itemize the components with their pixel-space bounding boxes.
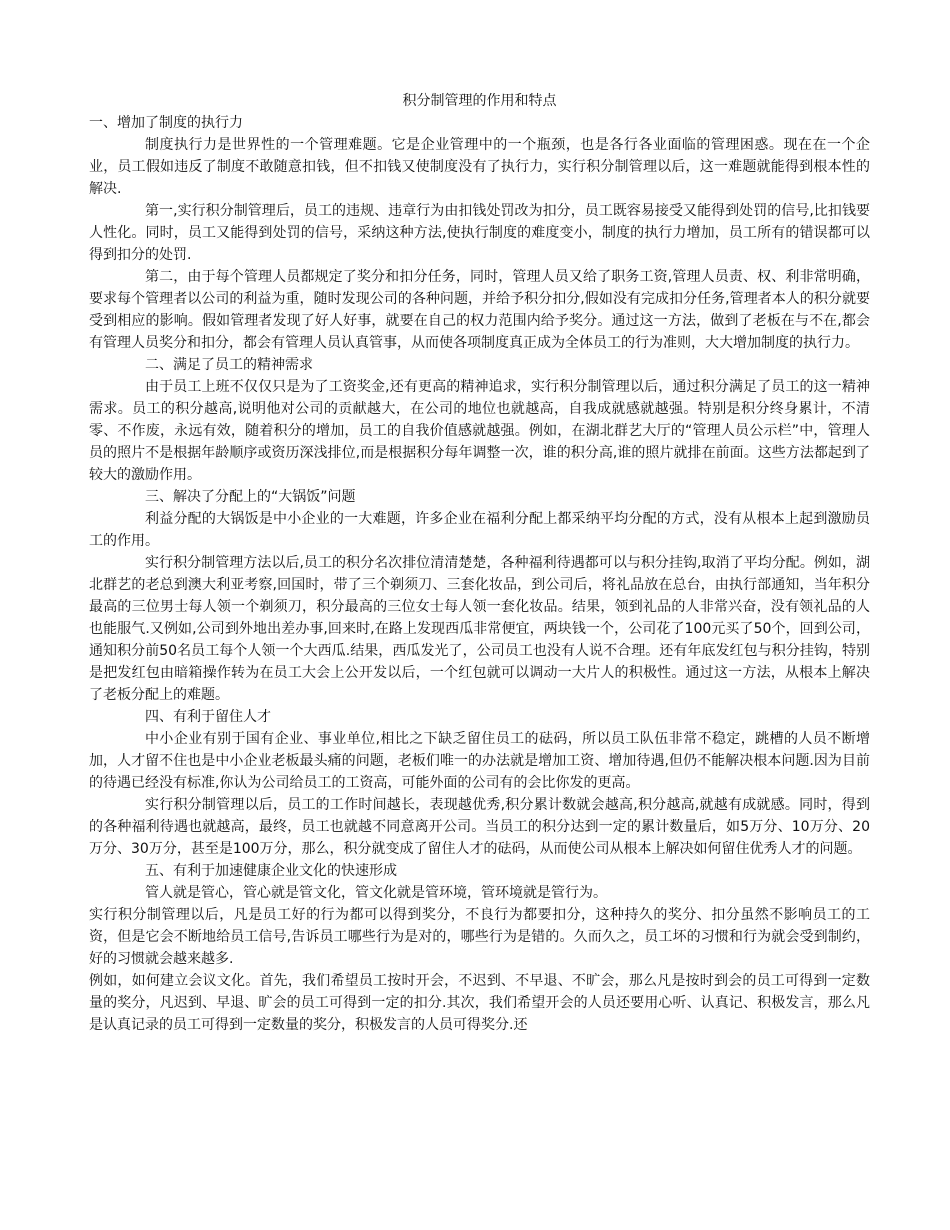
paragraph: 第二，由于每个管理人员都规定了奖分和扣分任务，同时，管理人员又给了职务工资,管理人员责、权、利非常明确，要求每个管理者以公司的利益为重，随时发现公司的各种问题，并给予积分扣分,假如没有完成扣分任务,管理者本人的积分就要受到相应的影响。假如管理者发现了好人好事，就要在自己的权力范围内给予奖分。通过这一方法，做到了老板在与不在,都会有管理人员奖分和扣分，都会有管理人员认真管事，从而使各项制度真正成为全体员工的行为准则，大大增加制度的执行力。	[89, 269, 870, 351]
paragraph: 管人就是管心，管心就是管文化，管文化就是管环境，管环境就是管行为。	[145, 885, 607, 901]
document-title: 积分制管理的作用和特点	[402, 93, 557, 109]
section-heading-4: 四、有利于留住人才	[145, 709, 271, 725]
paragraph: 制度执行力是世界性的一个管理难题。它是企业管理中的一个瓶颈，也是各行各业面临的管理困惑。现在在一个企业，员工假如违反了制度不敢随意扣钱，但不扣钱又使制度没有了执行力，实行积分制管理以后，这一难题就能得到根本性的解决.	[89, 137, 870, 197]
paragraph: 中小企业有别于国有企业、事业单位,相比之下缺乏留住员工的砝码，所以员工队伍非常不稳定，跳槽的人员不断增加，人才留不住也是中小企业老板最头痛的问题，老板们唯一的办法就是增加工资、增加待遇,但仍不能解决根本问题.因为目前的待遇已经没有标准,你认为公司给员工的工资高，可能外面的公司有的会比你发的更高。	[89, 731, 870, 791]
paragraph: 利益分配的大锅饭是中小企业的一大难题，许多企业在福利分配上都采纳平均分配的方式，没有从根本上起到激励员工的作用。	[89, 511, 870, 549]
paragraph: 例如，如何建立会议文化。首先，我们希望员工按时开会，不迟到、不早退、不旷会，那么凡是按时到会的员工可得到一定数量的奖分，凡迟到、早退、旷会的员工可得到一定的扣分.其次，我们希望开会的人员还要用心听、认真记、积极发言，那么凡是认真记录的员工可得到一定数量的奖分，积极发言的人员可得奖分.还	[89, 973, 870, 1033]
paragraph: 第一,实行积分制管理后，员工的违规、违章行为由扣钱处罚改为扣分，员工既容易接受又能得到处罚的信号,比扣钱要人性化。同时，员工又能得到处罚的信号，采纳这种方法,使执行制度的难度变小，制度的执行力增加，员工所有的错误都可以得到扣分的处罚.	[89, 203, 870, 263]
section-heading-3: 三、解决了分配上的“大锅饭”问题	[145, 489, 356, 505]
section-heading-1: 一、增加了制度的执行力	[89, 115, 243, 131]
paragraph: 实行积分制管理以后，凡是员工好的行为都可以得到奖分，不良行为都要扣分，这种持久的奖分、扣分虽然不影响员工的工资，但是它会不断地给员工信号,告诉员工哪些行为是对的，哪些行为是错的。久而久之，员工坏的习惯和行为就会受到制约，好的习惯就会越来越多.	[89, 907, 870, 967]
paragraph: 实行积分制管理以后，员工的工作时间越长，表现越优秀,积分累计数就会越高,积分越高,就越有成就感。同时，得到的各种福利待遇也就越高，最终，员工也就越不同意离开公司。当员工的积分达到一定的累计数量后，如5万分、10万分、20万分、30万分，甚至是100万分，那么，积分就变成了留住人才的砝码，从而使公司从根本上解决如何留住优秀人才的问题。	[89, 797, 870, 857]
paragraph: 由于员工上班不仅仅只是为了工资奖金,还有更高的精神追求，实行积分制管理以后，通过积分满足了员工的这一精神需求。员工的积分越高,说明他对公司的贡献越大，在公司的地位也就越高，自我成就感就越强。特别是积分终身累计，不清零、不作废，永远有效，随着积分的增加，员工的自我价值感就越强。例如，在湖北群艺大厅的“管理人员公示栏”中，管理人员的照片不是根据年龄顺序或资历深浅排位,而是根据积分每年调整一次，谁的积分高,谁的照片就排在前面。这些方法都起到了较大的激励作用。	[89, 379, 870, 483]
section-heading-2: 二、满足了员工的精神需求	[145, 357, 313, 373]
section-heading-5: 五、有利于加速健康企业文化的快速形成	[145, 863, 397, 879]
paragraph: 实行积分制管理方法以后,员工的积分名次排位清清楚楚，各种福利待遇都可以与积分挂钩,取消了平均分配。例如，湖北群艺的老总到澳大利亚考察,回国时，带了三个剃须刀、三套化妆品，到公司后，将礼品放在总台，由执行部通知，当年积分最高的三位男士每人领一个剃须刀，积分最高的三位女士每人领一套化妆品。结果，领到礼品的人非常兴奋，没有领礼品的人也能服气.又例如,公司到外地出差办事,回来时,在路上发现西瓜非常便宜，两块钱一个，公司花了100元买了50个，回到公司，通知积分前50名员工每个人领一个大西瓜.结果，西瓜发光了，公司员工也没有人说不合理。还有年底发红包与积分挂钩，特别是把发红包由暗箱操作转为在员工大会上公开发以后，一个红包就可以调动一大片人的积极性。通过这一方法，从根本上解决了老板分配上的难题。	[89, 555, 870, 703]
